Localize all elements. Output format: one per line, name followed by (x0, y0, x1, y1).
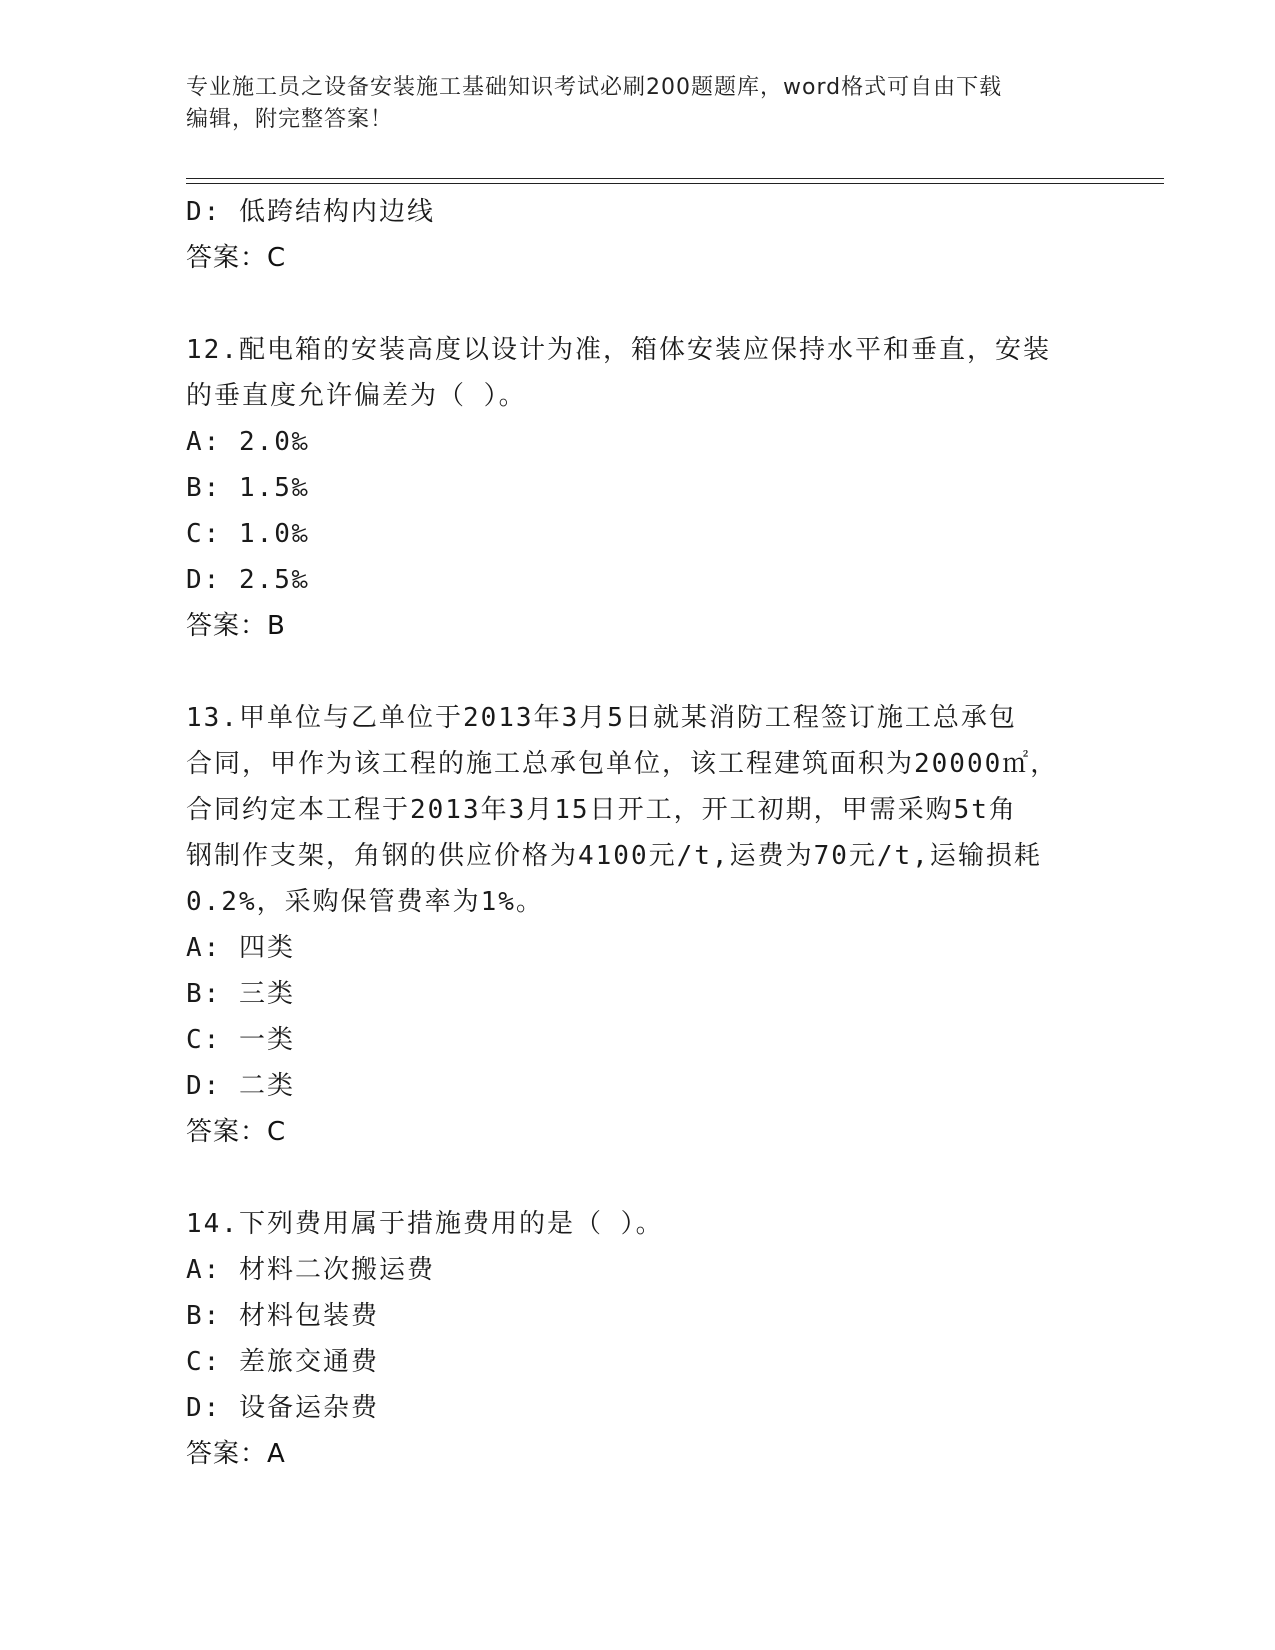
option-d: D: 二类 (186, 1071, 295, 1101)
option-c: C: 1.0‰ (186, 519, 310, 549)
spacer (186, 281, 1086, 327)
spacer (186, 649, 1086, 695)
answer-line: 答案：C (186, 243, 287, 273)
header-rule-bottom (186, 183, 1164, 184)
option-c: C: 一类 (186, 1025, 295, 1055)
question-stem: 13.甲单位与乙单位于2013年3月5日就某消防工程签订施工总承包 (186, 703, 1017, 733)
prev-question-tail (186, 189, 1086, 281)
option-b: B: 1.5‰ (186, 473, 310, 503)
answer-line: 答案：A (186, 1439, 286, 1469)
option-a: A: 材料二次搬运费 (186, 1255, 435, 1285)
option-d: D: 2.5‰ (186, 565, 310, 595)
question-12 (186, 327, 1086, 649)
question-stem: 的垂直度允许偏差为（ ）。 (186, 381, 527, 411)
spacer (186, 1155, 1086, 1201)
question-14 (186, 1201, 1086, 1477)
question-stem: 合同，甲作为该工程的施工总承包单位，该工程建筑面积为20000㎡， (186, 749, 1059, 779)
question-stem: 合同约定本工程于2013年3月15日开工，开工初期，甲需采购5t角 (186, 795, 1017, 825)
option-d: D: 低跨结构内边线 (186, 197, 435, 227)
question-stem: 0.2%，采购保管费率为1%。 (186, 887, 544, 917)
option-b: B: 三类 (186, 979, 295, 1009)
option-a: A: 四类 (186, 933, 295, 963)
header-rule-top (186, 178, 1164, 179)
header-line-1: 专业施工员之设备安装施工基础知识考试必刷200题题库，word格式可自由下载 (186, 75, 1003, 100)
answer-line: 答案：C (186, 1117, 287, 1147)
question-stem: 12.配电箱的安装高度以设计为准，箱体安装应保持水平和垂直，安装 (186, 335, 1051, 365)
option-d: D: 设备运杂费 (186, 1393, 379, 1423)
option-a: A: 2.0‰ (186, 427, 310, 457)
question-stem: 钢制作支架，角钢的供应价格为4100元/t,运费为70元/t,运输损耗 (186, 841, 1042, 871)
option-b: B: 材料包装费 (186, 1301, 379, 1331)
question-content (186, 189, 1086, 1477)
option-c: C: 差旅交通费 (186, 1347, 379, 1377)
answer-line: 答案：B (186, 611, 286, 641)
question-13 (186, 695, 1086, 1155)
header-line-2: 编辑，附完整答案！ (186, 107, 394, 132)
document-header (186, 72, 1086, 136)
question-stem: 14.下列费用属于措施费用的是（ ）。 (186, 1209, 664, 1239)
